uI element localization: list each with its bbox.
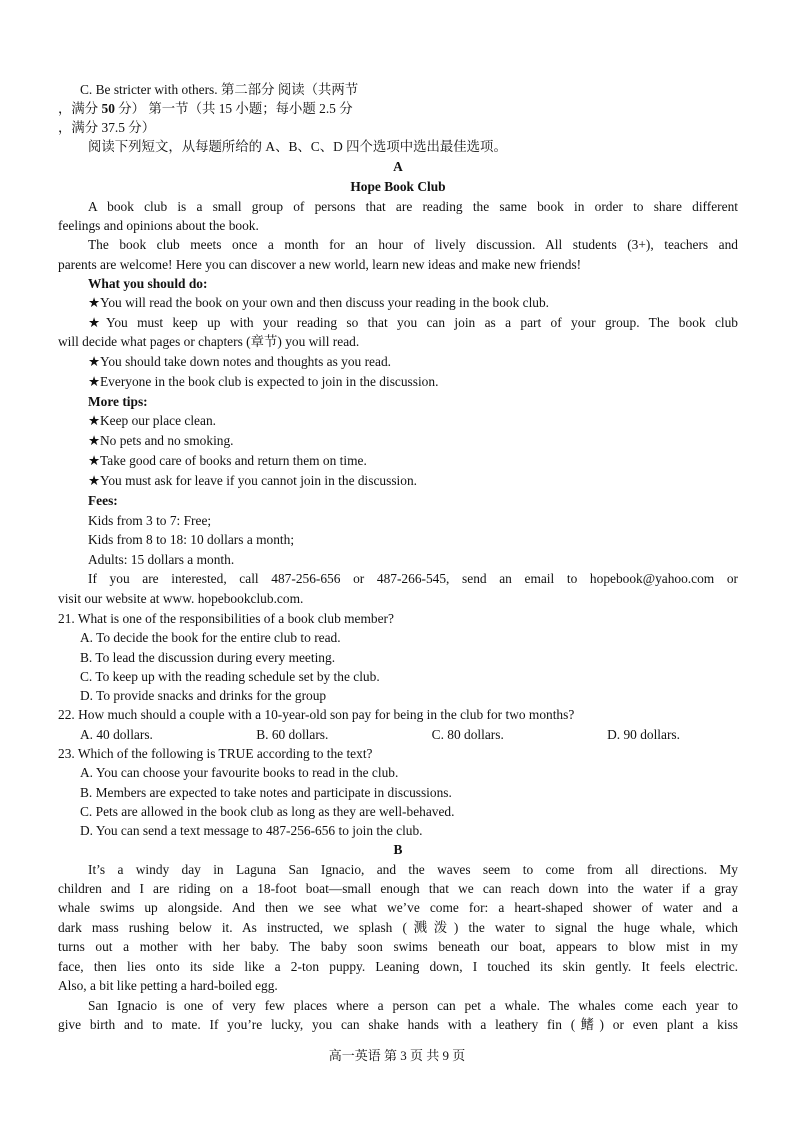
what-heading: What you should do:: [88, 276, 208, 291]
passage-b-p1-line-6: face, then lies onto its side like a 2-ton puppy. Leaning down, I touched its skin gently. It feels electric.: [58, 959, 738, 974]
what-item-1: ★You will read the book on your own and then discuss your reading in the book club.: [88, 295, 550, 310]
header-line-2: ，满分 50 分） 第一节（共 15 小题；每小题 2.5 分: [58, 101, 353, 116]
passage-a-p2-line-1: The book club meets once a month for an hour of lively discussion. All students (3+), teachers and: [88, 237, 738, 252]
passage-b-p1-line-4: dark mass rushing below it. As instructed, we splash (溅泼) the water to signal the huge whale, which: [58, 920, 738, 935]
q23-option-a: A. You can choose your favourite books to read in the club.: [80, 765, 399, 780]
question-21: 21. What is one of the responsibilities of a book club member?: [58, 611, 394, 626]
tip-4: ★You must ask for leave if you cannot join in the discussion.: [88, 473, 418, 488]
passage-a-p2-line-2: parents are welcome! Here you can discover a new world, learn new ideas and make new friends!: [58, 257, 582, 272]
page-footer: 高一英语 第 3 页 共 9 页: [328, 1048, 466, 1063]
passage-b-p1-line-5: turns out a mother with her baby. The baby soon swims beneath our boat, appears to blow mist in my: [58, 939, 738, 954]
instruction: 阅读下列短文，从每题所给的 A、B、C、D 四个选项中选出最佳选项。: [88, 139, 507, 154]
tip-3: ★Take good care of books and return them on time.: [88, 453, 367, 468]
passage-a-p1-line-1: A book club is a small group of persons that are reading the same book in order to share different: [88, 199, 738, 214]
what-item-2-line-2: will decide what pages or chapters (章节) you will read.: [58, 334, 360, 349]
q22-option-b: B. 60 dollars.: [256, 727, 329, 742]
passage-b-p1-line-7: Also, a bit like petting a hard-boiled egg.: [58, 978, 278, 993]
fee-2: Kids from 8 to 18: 10 dollars a month;: [88, 532, 295, 547]
passage-b-p1-line-2: children and I are riding on a 18-foot boat—small enough that we can reach down into the water if a gray: [58, 881, 738, 896]
passage-a-p1-line-2: feelings and opinions about the book.: [58, 218, 259, 233]
header-line-3: ，满分 37.5 分）: [58, 120, 156, 135]
question-22: 22. How much should a couple with a 10-year-old son pay for being in the club for two months?: [58, 707, 575, 722]
tip-2: ★No pets and no smoking.: [88, 433, 234, 448]
q21-option-d: D. To provide snacks and drinks for the group: [80, 688, 327, 703]
q21-option-a: A. To decide the book for the entire club to read.: [80, 630, 341, 645]
q23-option-c: C. Pets are allowed in the book club as long as they are well-behaved.: [80, 804, 455, 819]
tip-1: ★Keep our place clean.: [88, 413, 216, 428]
q22-options-row: [80, 725, 680, 745]
q22-option-c: C. 80 dollars.: [431, 727, 504, 742]
passage-a-title: Hope Book Club: [350, 179, 446, 194]
fee-1: Kids from 3 to 7: Free;: [88, 513, 212, 528]
tips-heading: More tips:: [88, 394, 148, 409]
what-item-2-line-1: ★You must keep up with your reading so that you can join as a part of your group. The book club: [88, 315, 738, 330]
contact-line-1: If you are interested, call 487-256-656 or 487-266-545, send an email to hopebook@yahoo.com or: [88, 571, 738, 586]
contact-line-2: visit our website at www. hopebookclub.com.: [58, 591, 304, 606]
what-item-3: ★You should take down notes and thoughts as you read.: [88, 354, 391, 369]
fees-heading: Fees:: [88, 493, 118, 508]
what-item-4: ★Everyone in the book club is expected to join in the discussion.: [88, 374, 439, 389]
question-23: 23. Which of the following is TRUE according to the text?: [58, 746, 373, 761]
q22-option-a: A. 40 dollars.: [80, 727, 153, 742]
passage-b-p2-line-1: San Ignacio is one of very few places where a person can pet a whale. The whales come each year to: [88, 998, 738, 1013]
q21-option-c: C. To keep up with the reading schedule set by the club.: [80, 669, 380, 684]
q23-option-d: D. You can send a text message to 487-256-656 to join the club.: [80, 823, 423, 838]
q23-option-b: B. Members are expected to take notes and participate in discussions.: [80, 785, 452, 800]
passage-b-p1-line-1: It’s a windy day in Laguna San Ignacio, and the waves seem to come from all directions. My: [88, 862, 738, 877]
header-line-1: C. Be stricter with others. 第二部分 阅读（共两节: [80, 82, 359, 97]
passage-b-p2-line-2: give birth and to mate. If you’re lucky, you can shake hands with a leathery fin (鳍) or even plant a kiss: [58, 1017, 738, 1032]
passage-a-label: A: [393, 159, 403, 174]
q21-option-b: B. To lead the discussion during every meeting.: [80, 650, 336, 665]
q22-option-d: D. 90 dollars.: [607, 727, 680, 742]
fee-3: Adults: 15 dollars a month.: [88, 552, 235, 567]
passage-b-label: B: [393, 842, 403, 857]
passage-b-p1-line-3: whale swims up alongside. And then we see what we’ve come for: a heart-shaped shower of water and a: [58, 900, 738, 915]
